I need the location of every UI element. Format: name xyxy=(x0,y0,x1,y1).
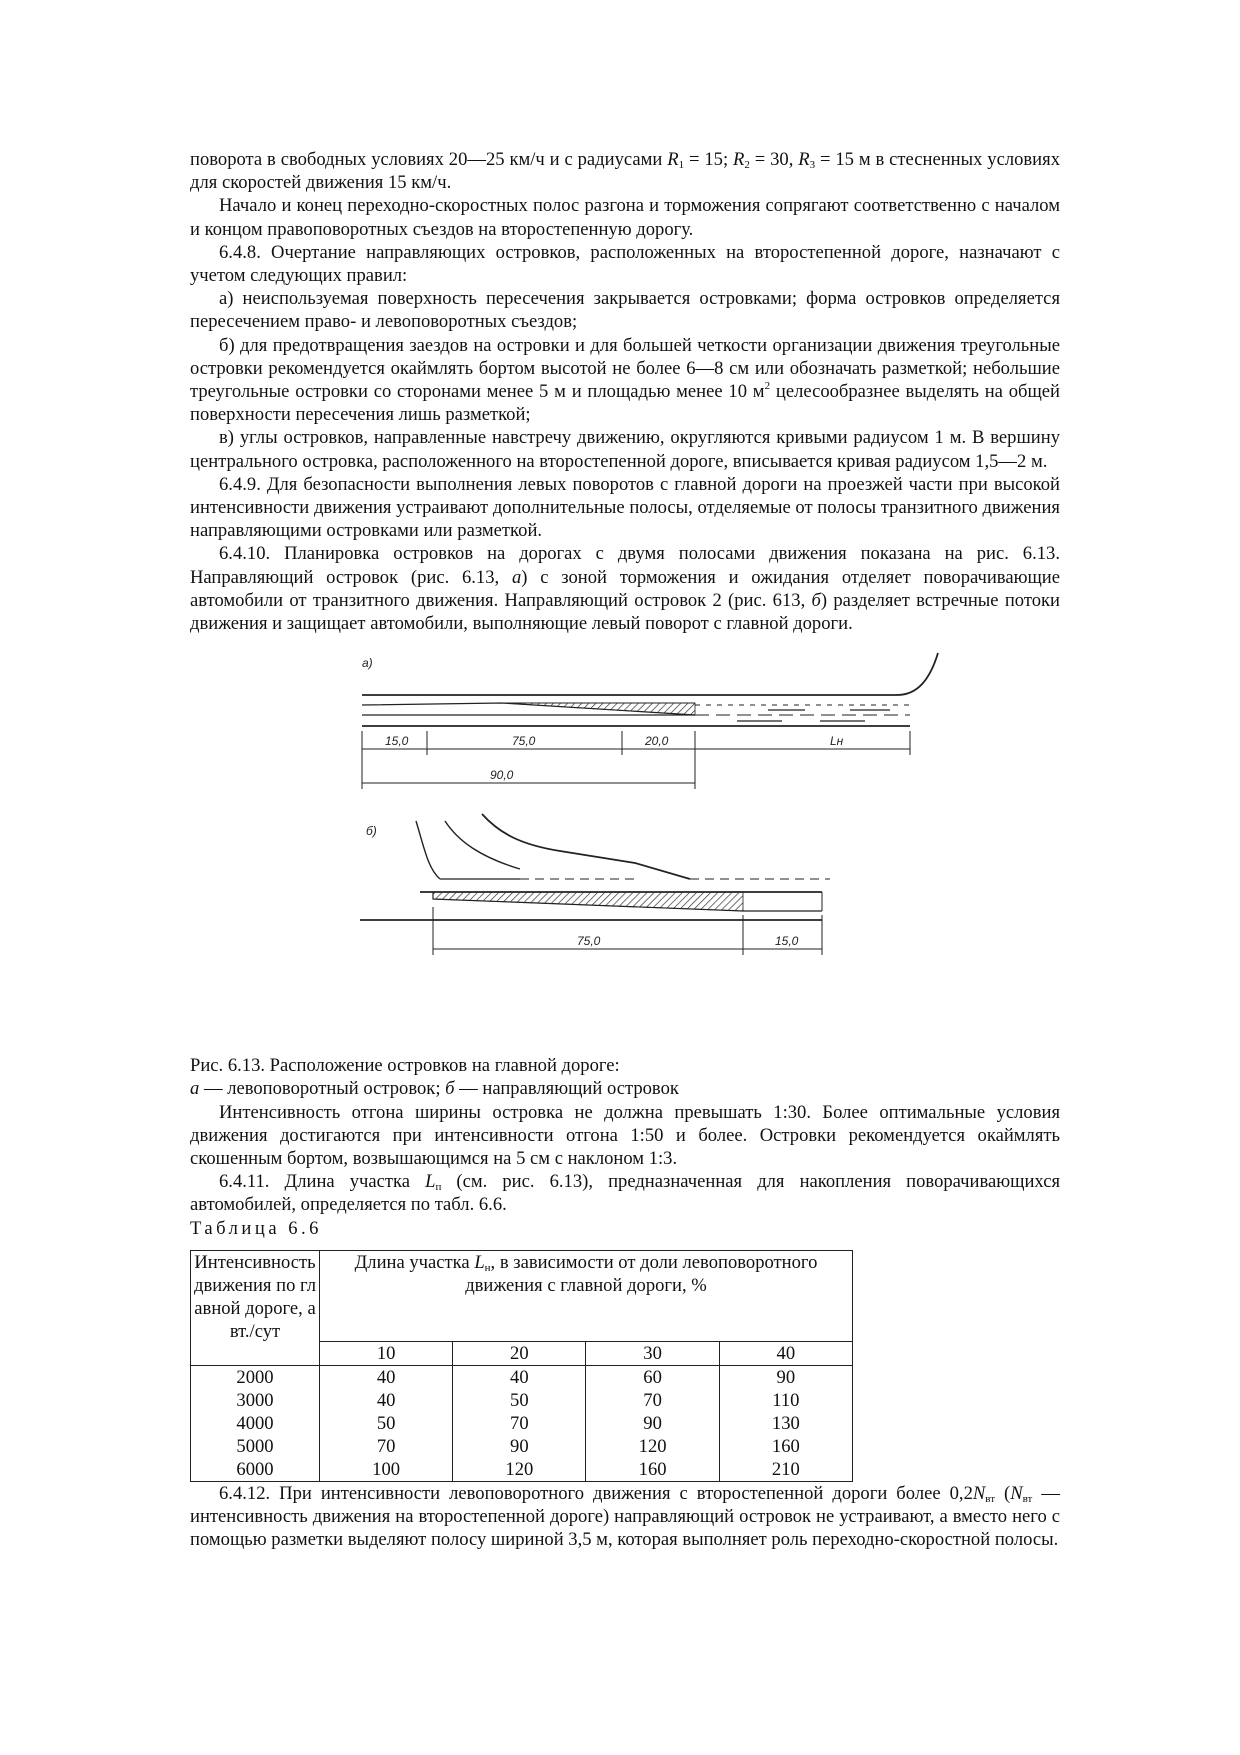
table-cell: 90 xyxy=(453,1435,586,1458)
paragraph-6-4-11: 6.4.11. Длина участка $L_п$ (см. рис. 6.13), предназначенная для накопления поворачивающихся автомобилей, определяется по табл. 6.6. xyxy=(190,1171,1060,1216)
dimension-90-a: 90,0 xyxy=(490,768,514,783)
figure-6-13 xyxy=(190,649,1060,1054)
column-header-intensity: Интенсивность движения по главной дороге, авт./сут xyxy=(191,1250,320,1365)
share-header: 10 xyxy=(320,1341,453,1365)
share-header: 30 xyxy=(586,1341,719,1365)
table-cell: 160 xyxy=(586,1458,719,1482)
dimension-75-a: 75,0 xyxy=(512,734,536,749)
paragraph-lanes: Начало и конец переходно-скоростных полос разгона и торможения сопрягают соответственно с началом и концом правоповоротных съездов на второстепенную дорогу. xyxy=(190,195,1060,240)
table-cell: 100 xyxy=(320,1458,453,1482)
dimension-75-b: 75,0 xyxy=(577,934,601,949)
paragraph-radii: поворота в свободных условиях 20—25 км/ч и с радиусами $R_1 = 15$; $R_2 = 30$, $R_3 = 15$ м в стесненных условиях для скоростей движения 15 км/ч. xyxy=(190,149,1060,194)
table-cell: 160 xyxy=(719,1435,852,1458)
table-cell: 70 xyxy=(453,1412,586,1435)
table-row xyxy=(191,1458,853,1482)
paragraph-6-4-9: 6.4.9. Для безопасности выполнения левых поворотов с главной дороги на проезжей части при высокой интенсивности движения устраивают дополнительные полосы, отделяемые от полосы транзитного движения направляющими островками или разметкой. xyxy=(190,473,1060,542)
table-cell: 70 xyxy=(586,1389,719,1412)
table-cell: 6000 xyxy=(191,1458,320,1482)
table-cell: 50 xyxy=(453,1389,586,1412)
share-header: 40 xyxy=(719,1341,852,1365)
sketch-a-dimensions xyxy=(362,731,910,789)
share-header: 20 xyxy=(453,1341,586,1365)
table-cell: 110 xyxy=(719,1389,852,1412)
table-cell: 40 xyxy=(453,1365,586,1389)
dimension-15-a: 15,0 xyxy=(385,734,409,749)
sketch-a-road xyxy=(362,653,938,726)
road-sketch xyxy=(190,649,1060,1054)
dimension-ln-a: Lн xyxy=(830,734,844,749)
guide-island-hatch xyxy=(433,892,743,911)
table-row xyxy=(191,1389,853,1412)
paragraph-rule-a: а) неиспользуемая поверхность пересечения закрывается островками; форма островков определяется пересечением право- и левоповоротных съездов; xyxy=(190,288,1060,333)
table-cell: 120 xyxy=(453,1458,586,1482)
paragraph-rule-c: в) углы островков, направленные навстречу движению, округляются кривыми радиусом 1 м. В вершину центрального островка, расположенного на второстепенной дороге, вписывается кривая радиусом 1,5—2 м. xyxy=(190,427,1060,472)
table-6-6 xyxy=(190,1250,853,1482)
table-cell: 120 xyxy=(586,1435,719,1458)
table-row xyxy=(191,1412,853,1435)
figure-label-b: б) xyxy=(366,824,377,839)
table-cell: 2000 xyxy=(191,1365,320,1389)
paragraph-6-4-8: 6.4.8. Очертание направляющих островков, расположенных на второстепенной дороге, назначают с учетом следующих правил: xyxy=(190,241,1060,287)
table-cell: 40 xyxy=(320,1365,453,1389)
paragraph-taper: Интенсивность отгона ширины островка не должна превышать 1:30. Более оптимальные условия движения достигаются при интенсивности отгона 1:50 и более. Островки рекомендуется окаймлять скошенным бортом, возвышающимся на 5 см с наклоном 1:3. xyxy=(190,1101,1060,1170)
figure-caption: Рис. 6.13. Расположение островков на главной дороге: а — левоповоротный островок; б — направляющий островок xyxy=(190,1055,679,1100)
column-header-length: Длина участка $L_н$, в зависимости от доли левоповоротного движения с главной дороги, % xyxy=(320,1250,853,1341)
table-cell: 130 xyxy=(719,1412,852,1435)
paragraph-rule-b: б) для предотвращения заездов на островки и для большей четкости организации движения треугольные островки рекомендуется окаймлять бортом высотой не более 6—8 см или обозначать разметкой; небольшие треугольные островки со сторонами менее 5 м и площадью менее 10 $м^2$ целесообразнее выделять на общей поверхности пересечения лишь разметкой; xyxy=(190,334,1060,426)
table-cell: 3000 xyxy=(191,1389,320,1412)
table-cell: 90 xyxy=(719,1365,852,1389)
table-row xyxy=(191,1435,853,1458)
table-cell: 40 xyxy=(320,1389,453,1412)
dimension-20-a: 20,0 xyxy=(645,734,669,749)
table-label: Таблица 6.6 xyxy=(190,1217,322,1239)
paragraph-6-4-10: 6.4.10. Планировка островков на дорогах с двумя полосами движения показана на рис. 6.13. Направляющий островок (рис. 6.13, а) с зоной торможения и ожидания отделяет поворачивающие автомобили от транзитного движения. Направляющий островок 2 (рис. 613, б) разделяет встречные потоки движения и защищает автомобили, выполняющие левый поворот с главной дороги. xyxy=(190,543,1060,635)
figure-label-a: а) xyxy=(362,656,373,671)
paragraph-6-4-12: 6.4.12. При интенсивности левоповоротного движения с второстепенной дороги более $0,2N_{вт}$ ($N_{вт}$ — интенсивность движения на второстепенной дороге) направляющий островок не устраивают, а вместо него с помощью разметки выделяют полосу шириной 3,5 м, которая выполняет роль переходно-скоростной полосы. xyxy=(190,1482,1060,1551)
table-cell: 70 xyxy=(320,1435,453,1458)
table-cell: 210 xyxy=(719,1458,852,1482)
sketch-b-dimensions xyxy=(433,907,822,955)
table-cell: 4000 xyxy=(191,1412,320,1435)
table-cell: 5000 xyxy=(191,1435,320,1458)
left-turn-island-hatch xyxy=(502,703,695,715)
dimension-15-b: 15,0 xyxy=(775,934,799,949)
document-page xyxy=(190,148,1060,1552)
table-row xyxy=(191,1365,853,1389)
table-cell: 60 xyxy=(586,1365,719,1389)
table-cell: 50 xyxy=(320,1412,453,1435)
table-cell: 90 xyxy=(586,1412,719,1435)
